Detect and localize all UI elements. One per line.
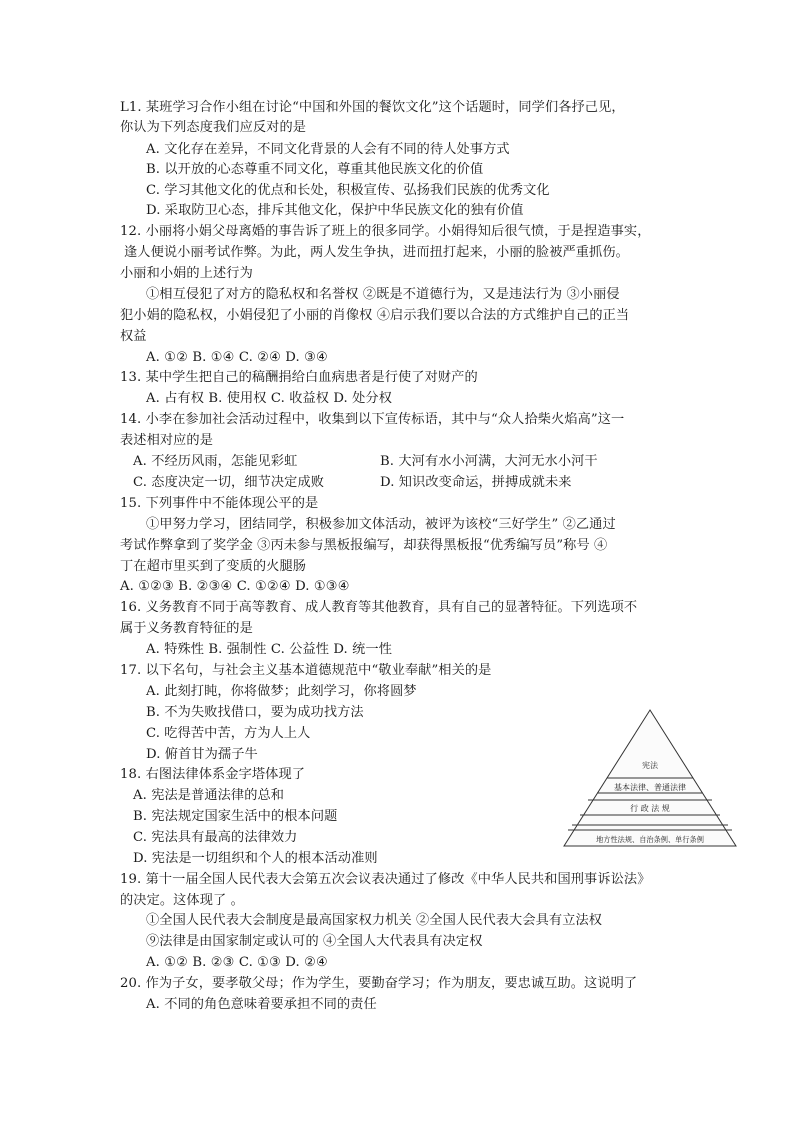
q18-option-d: D. 宪法是一切组织和个人的根本活动准则 [133,851,378,866]
q12-options: A. ①② B. ①④ C. ②④ D. ③④ [146,350,328,365]
q16-options: A. 特殊性 B. 强制性 C. 公益性 D. 统一性 [146,642,392,657]
q19-options: A. ①② B. ②③ C. ①③ D. ②④ [146,955,328,970]
q11-option-d: D. 采取防卫心态，排斥其他文化，保护中华民族文化的独有价值 [146,203,524,218]
q11-option-a: A. 文化存在差异，不同文化背景的人会有不同的待人处事方式 [146,142,510,157]
q13-stem: 13. 某中学生把自己的稿酬捐给白血病患者是行使了对财产的 [120,370,478,385]
q17-option-d: D. 俯首甘为孺子牛 [146,747,258,762]
q19-stem-line2: 的决定。这体现了 。 [120,893,244,908]
q12-stem-line3: 小丽和小娟的上述行为 [120,266,253,281]
q16-stem-line1: 16. 义务教育不同于高等教育、成人教育等其他教育，具有自己的显著特征。下列选项不 [120,600,638,615]
q15-options: A. ①②③ B. ②③④ C. ①②④ D. ①③④ [120,579,350,594]
pyramid-level-local-regulations: 地方性法规、自治条例、单行条例 [596,835,704,844]
q13-options: A. 占有权 B. 使用权 C. 收益权 D. 处分权 [146,391,392,406]
pyramid-level-constitution: 宪法 [642,761,658,770]
q12-stem-line2: 逢人便说小丽考试作弊。为此，两人发生争执，进而扭打起来，小丽的脸被严重抓伤。 [124,245,629,260]
q11-stem-line1: L1. 某班学习合作小组在讨论“中国和外国的餐饮文化”这个话题时，同学们各抒己见， [120,100,625,115]
q18-option-a: A. 宪法是普通法律的总和 [133,788,285,803]
q15-statement-line3: 丁在超市里买到了变质的火腿肠 [120,559,307,574]
q14-option-a: A. 不经历风雨，怎能见彩虹 [133,454,298,469]
legal-system-pyramid-figure [560,708,740,850]
q12-statement-line2: 犯小娟的隐私权，小娟侵犯了小丽的肖像权 ④启示我们要以合法的方式维护自己的正当 [120,308,630,323]
q17-option-c: C. 吃得苦中苦，方为人上人 [146,726,311,741]
q11-option-b: B. 以开放的心态尊重不同文化，尊重其他民族文化的价值 [146,162,484,177]
q14-option-b: B. 大河有水小河满，大河无水小河干 [380,454,598,469]
q18-option-b: B. 宪法规定国家生活中的根本问题 [133,809,338,824]
pyramid-level-basic-laws: 基本法律、普通法律 [614,783,686,792]
q15-statement-line1: ①甲努力学习，团结同学，积极参加文体活动，被评为该校“三好学生” ②乙通过 [146,517,616,532]
q15-statement-line2: 考试作弊拿到了奖学金 ③丙未参与黑板报编写，却获得黑板报“优秀编写员”称号 ④ [120,538,608,553]
q12-statement-line3: 权益 [120,329,147,344]
q14-option-d: D. 知识改变命运，拼搏成就未来 [380,475,572,490]
q11-option-c: C. 学习其他文化的优点和长处，积极宣传、弘扬我们民族的优秀文化 [146,183,550,198]
q19-statement-line1: ①全国人民代表大会制度是最高国家权力机关 ②全国人民代表大会具有立法权 [146,913,603,928]
q20-stem: 20. 作为子女，要孝敬父母；作为学生，要勤奋学习；作为朋友，要忠诚互助。这说明了 [120,976,638,991]
q15-stem: 15. 下列事件中不能体现公平的是 [120,496,319,511]
q20-option-a: A. 不同的角色意味着要承担不同的责任 [146,997,377,1012]
q12-stem-line1: 12. 小丽将小娟父母离婚的事告诉了班上的很多同学。小娟得知后很气愤，于是捏造事实， [120,224,651,239]
q12-statement-line1: ①相互侵犯了对方的隐私权和名誉权 ②既是不道德行为，又是违法行为 ③小丽侵 [146,287,620,302]
pyramid-level-administrative-regulations: 行 政 法 规 [630,804,670,813]
q19-statement-line2: ⑨法律是由国家制定或认可的 ④全国人大代表具有决定权 [146,934,483,949]
q19-stem-line1: 19. 第十一届全国人民代表大会第五次会议表决通过了修改《中华人民共和国刑事诉讼法》 [120,872,651,887]
q18-option-c: C. 宪法具有最高的法律效力 [133,830,298,845]
q16-stem-line2: 属于义务教育特征的是 [120,621,253,636]
q14-stem-line1: 14. 小李在参加社会活动过程中，收集到以下宣传标语，其中与“众人拾柴火焰高”这一 [120,412,625,427]
q17-option-b: B. 不为失败找借口，要为成功找方法 [146,705,364,720]
q17-option-a: A. 此刻打盹，你将做梦；此刻学习，你将圆梦 [146,684,417,699]
q18-stem: 18. 右图法律体系金字塔体现了 [120,767,306,782]
q14-option-c: C. 态度决定一切，细节决定成败 [133,475,325,490]
q14-stem-line2: 表述相对应的是 [120,433,214,448]
q11-stem-line2: 你认为下列态度我们应反对的是 [120,120,307,135]
q17-stem: 17. 以下名句，与社会主义基本道德规范中“敬业奉献”相关的是 [120,663,492,678]
